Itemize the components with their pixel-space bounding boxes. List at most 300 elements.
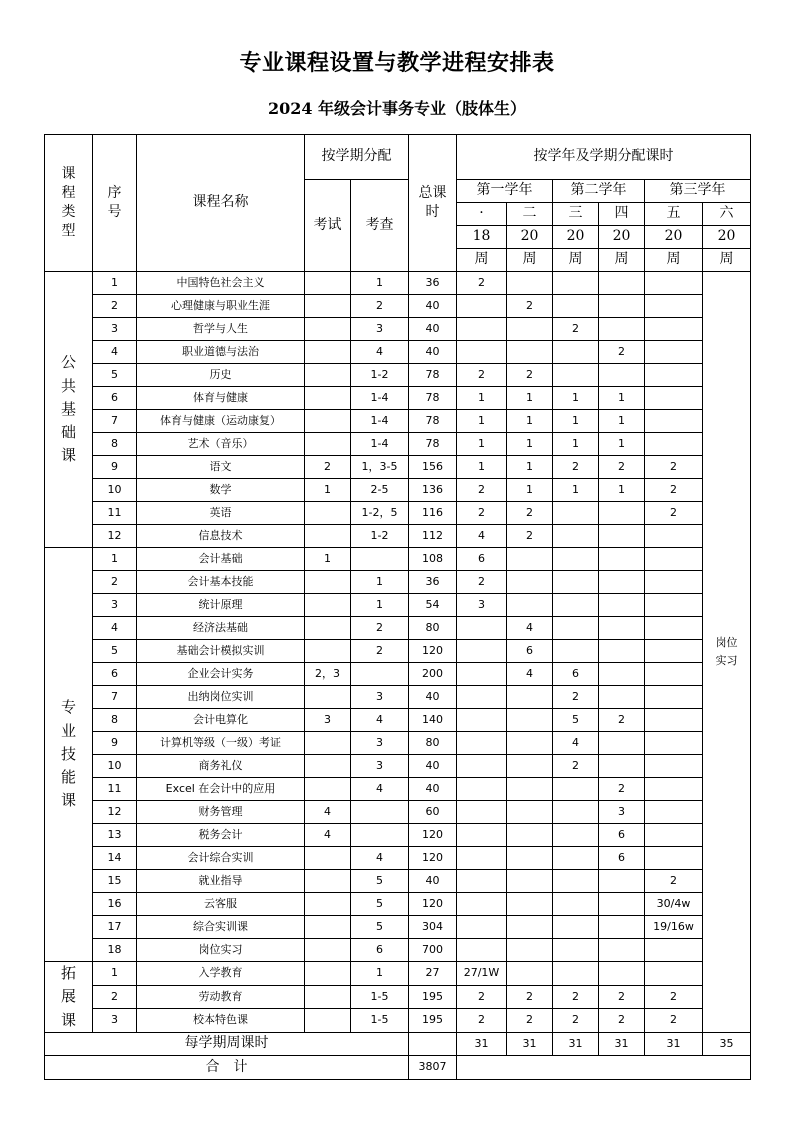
course-name: 体育与健康（运动康复） bbox=[137, 410, 305, 433]
course-name: 信息技术 bbox=[137, 525, 305, 548]
course-exam bbox=[305, 732, 351, 755]
course-seq: 13 bbox=[93, 824, 137, 847]
course-exam bbox=[305, 893, 351, 916]
course-term-5 bbox=[645, 847, 703, 870]
course-exam bbox=[305, 571, 351, 594]
course-term-4: 1 bbox=[599, 387, 645, 410]
course-hours: 40 bbox=[409, 686, 457, 709]
course-term-3: 2 bbox=[553, 318, 599, 341]
course-term-4 bbox=[599, 870, 645, 893]
course-hours: 40 bbox=[409, 778, 457, 801]
course-term-4: 2 bbox=[599, 1009, 645, 1033]
table-row bbox=[45, 272, 751, 295]
weekly-hours-term-4: 31 bbox=[599, 1032, 645, 1055]
course-hours: 80 bbox=[409, 617, 457, 640]
course-hours: 120 bbox=[409, 847, 457, 870]
course-term-5 bbox=[645, 709, 703, 732]
course-name: 会计基础 bbox=[137, 548, 305, 571]
table-row bbox=[45, 456, 751, 479]
course-term-5 bbox=[645, 939, 703, 962]
course-term-3: 6 bbox=[553, 663, 599, 686]
course-term-1: 1 bbox=[457, 410, 507, 433]
course-name: 艺术（音乐） bbox=[137, 433, 305, 456]
course-term-4 bbox=[599, 272, 645, 295]
course-hours: 36 bbox=[409, 571, 457, 594]
course-term-3 bbox=[553, 502, 599, 525]
table-row bbox=[45, 548, 751, 571]
total-hours-value: 3807 bbox=[409, 1055, 457, 1079]
course-check: 5 bbox=[351, 870, 409, 893]
course-check: 4 bbox=[351, 847, 409, 870]
course-term-2 bbox=[507, 686, 553, 709]
header-week-unit-1: 周 bbox=[457, 249, 507, 272]
course-seq: 7 bbox=[93, 686, 137, 709]
course-term-4 bbox=[599, 939, 645, 962]
course-term-2 bbox=[507, 318, 553, 341]
course-hours: 40 bbox=[409, 318, 457, 341]
course-term-5 bbox=[645, 824, 703, 847]
course-term-5: 2 bbox=[645, 870, 703, 893]
course-check: 1 bbox=[351, 962, 409, 986]
course-check: 1-4 bbox=[351, 387, 409, 410]
course-term-5 bbox=[645, 663, 703, 686]
header-by-term: 按学期分配 bbox=[305, 135, 409, 180]
header-seq: 序号 bbox=[93, 135, 137, 272]
course-term-1 bbox=[457, 640, 507, 663]
header-term-1: · bbox=[457, 203, 507, 226]
course-exam: 3 bbox=[305, 709, 351, 732]
course-exam bbox=[305, 847, 351, 870]
table-row bbox=[45, 525, 751, 548]
course-term-5: 2 bbox=[645, 456, 703, 479]
course-exam: 2 bbox=[305, 456, 351, 479]
course-term-1 bbox=[457, 778, 507, 801]
course-term-1 bbox=[457, 663, 507, 686]
course-hours: 112 bbox=[409, 525, 457, 548]
course-name: 云客服 bbox=[137, 893, 305, 916]
course-exam bbox=[305, 318, 351, 341]
course-exam bbox=[305, 364, 351, 387]
course-term-5 bbox=[645, 364, 703, 387]
table-row bbox=[45, 939, 751, 962]
course-term-2: 2 bbox=[507, 502, 553, 525]
table-row bbox=[45, 916, 751, 939]
course-term-1: 2 bbox=[457, 985, 507, 1009]
course-exam bbox=[305, 295, 351, 318]
course-exam bbox=[305, 778, 351, 801]
course-name: 商务礼仪 bbox=[137, 755, 305, 778]
course-term-3 bbox=[553, 893, 599, 916]
course-name: 校本特色课 bbox=[137, 1009, 305, 1033]
course-term-3: 1 bbox=[553, 433, 599, 456]
table-row bbox=[45, 341, 751, 364]
course-term-5 bbox=[645, 640, 703, 663]
course-term-4: 1 bbox=[599, 410, 645, 433]
course-term-4 bbox=[599, 548, 645, 571]
course-seq: 3 bbox=[93, 1009, 137, 1033]
course-name: 会计电算化 bbox=[137, 709, 305, 732]
course-name: 语文 bbox=[137, 456, 305, 479]
course-name: 财务管理 bbox=[137, 801, 305, 824]
course-name: 计算机等级（一级）考证 bbox=[137, 732, 305, 755]
course-term-2: 6 bbox=[507, 640, 553, 663]
header-weeks-1: 18 bbox=[457, 226, 507, 249]
header-course-name: 课程名称 bbox=[137, 135, 305, 272]
course-check: 1 bbox=[351, 594, 409, 617]
course-term-4: 2 bbox=[599, 778, 645, 801]
course-term-1 bbox=[457, 686, 507, 709]
course-term-5 bbox=[645, 387, 703, 410]
course-seq: 7 bbox=[93, 410, 137, 433]
table-row bbox=[45, 663, 751, 686]
header-exam: 考试 bbox=[305, 180, 351, 272]
course-term-1: 2 bbox=[457, 571, 507, 594]
course-term-5 bbox=[645, 962, 703, 986]
course-term-2: 1 bbox=[507, 479, 553, 502]
course-exam bbox=[305, 594, 351, 617]
total-empty bbox=[457, 1055, 751, 1079]
course-hours: 108 bbox=[409, 548, 457, 571]
header-week-unit-3: 周 bbox=[553, 249, 599, 272]
course-hours: 78 bbox=[409, 364, 457, 387]
course-term-2: 4 bbox=[507, 617, 553, 640]
table-row bbox=[45, 594, 751, 617]
table-row bbox=[45, 778, 751, 801]
course-exam bbox=[305, 525, 351, 548]
page-title: 专业课程设置与教学进程安排表 bbox=[239, 50, 555, 76]
course-term-1 bbox=[457, 617, 507, 640]
course-check: 2 bbox=[351, 295, 409, 318]
course-term-4 bbox=[599, 502, 645, 525]
course-name: 历史 bbox=[137, 364, 305, 387]
header-term-2: 二 bbox=[507, 203, 553, 226]
course-term-3: 2 bbox=[553, 456, 599, 479]
course-check: 1-2 bbox=[351, 525, 409, 548]
course-exam bbox=[305, 1009, 351, 1033]
course-exam bbox=[305, 341, 351, 364]
course-term-2: 2 bbox=[507, 525, 553, 548]
course-term-2 bbox=[507, 548, 553, 571]
course-term-5 bbox=[645, 410, 703, 433]
course-term-3 bbox=[553, 295, 599, 318]
course-hours: 195 bbox=[409, 1009, 457, 1033]
course-exam bbox=[305, 387, 351, 410]
course-name: 岗位实习 bbox=[137, 939, 305, 962]
course-term-3: 1 bbox=[553, 479, 599, 502]
course-check: 4 bbox=[351, 341, 409, 364]
course-exam: 4 bbox=[305, 801, 351, 824]
header-weeks-2: 20 bbox=[507, 226, 553, 249]
course-term-2 bbox=[507, 962, 553, 986]
course-term-1: 2 bbox=[457, 364, 507, 387]
course-hours: 195 bbox=[409, 985, 457, 1009]
course-hours: 40 bbox=[409, 295, 457, 318]
course-term-3 bbox=[553, 525, 599, 548]
course-term-5 bbox=[645, 778, 703, 801]
course-term-4 bbox=[599, 571, 645, 594]
course-check: 3 bbox=[351, 732, 409, 755]
course-seq: 12 bbox=[93, 525, 137, 548]
table-row bbox=[45, 364, 751, 387]
table-row bbox=[45, 732, 751, 755]
course-term-5 bbox=[645, 755, 703, 778]
course-seq: 11 bbox=[93, 502, 137, 525]
course-term-1 bbox=[457, 824, 507, 847]
course-check: 3 bbox=[351, 686, 409, 709]
course-hours: 40 bbox=[409, 870, 457, 893]
course-exam bbox=[305, 617, 351, 640]
course-term-4 bbox=[599, 893, 645, 916]
course-hours: 120 bbox=[409, 824, 457, 847]
course-term-3 bbox=[553, 594, 599, 617]
header-course-type: 课程类型 bbox=[45, 135, 93, 272]
course-check: 1 bbox=[351, 571, 409, 594]
course-term-4: 1 bbox=[599, 479, 645, 502]
course-term-5: 2 bbox=[645, 985, 703, 1009]
course-term-3 bbox=[553, 824, 599, 847]
course-name: 会计综合实训 bbox=[137, 847, 305, 870]
course-term-4 bbox=[599, 364, 645, 387]
table-row bbox=[45, 985, 751, 1009]
course-term-2 bbox=[507, 870, 553, 893]
course-term-5 bbox=[645, 617, 703, 640]
course-term-1 bbox=[457, 939, 507, 962]
course-term-1: 3 bbox=[457, 594, 507, 617]
header-year-2: 第二学年 bbox=[553, 180, 645, 203]
course-term-2 bbox=[507, 732, 553, 755]
course-term-5 bbox=[645, 341, 703, 364]
course-term-4 bbox=[599, 663, 645, 686]
course-term-2 bbox=[507, 755, 553, 778]
course-term-3 bbox=[553, 341, 599, 364]
course-term-1 bbox=[457, 916, 507, 939]
course-seq: 15 bbox=[93, 870, 137, 893]
header-weeks-3: 20 bbox=[553, 226, 599, 249]
page-subtitle: 2024 年级会计事务专业（肢体生） bbox=[267, 99, 527, 118]
course-seq: 5 bbox=[93, 364, 137, 387]
course-seq: 16 bbox=[93, 893, 137, 916]
course-exam bbox=[305, 502, 351, 525]
course-term-3 bbox=[553, 548, 599, 571]
course-term-1 bbox=[457, 295, 507, 318]
course-term-2: 1 bbox=[507, 387, 553, 410]
course-term-1: 4 bbox=[457, 525, 507, 548]
course-seq: 14 bbox=[93, 847, 137, 870]
category-2: 专业技能课 bbox=[45, 548, 93, 962]
course-term-3: 1 bbox=[553, 410, 599, 433]
header-week-unit-6: 周 bbox=[703, 249, 751, 272]
course-hours: 120 bbox=[409, 893, 457, 916]
course-term-5 bbox=[645, 548, 703, 571]
course-term-1 bbox=[457, 341, 507, 364]
course-term-5 bbox=[645, 272, 703, 295]
course-term-1: 1 bbox=[457, 387, 507, 410]
table-row bbox=[45, 410, 751, 433]
course-exam bbox=[305, 870, 351, 893]
table-row bbox=[45, 640, 751, 663]
course-name: 税务会计 bbox=[137, 824, 305, 847]
course-check: 6 bbox=[351, 939, 409, 962]
curriculum-table bbox=[44, 134, 751, 1080]
course-term-3: 5 bbox=[553, 709, 599, 732]
course-term-4 bbox=[599, 318, 645, 341]
table-row bbox=[45, 824, 751, 847]
course-term-3 bbox=[553, 778, 599, 801]
course-term-1: 2 bbox=[457, 1009, 507, 1033]
category-1: 公共基础课 bbox=[45, 272, 93, 548]
course-hours: 60 bbox=[409, 801, 457, 824]
course-name: 英语 bbox=[137, 502, 305, 525]
course-term-2: 2 bbox=[507, 1009, 553, 1033]
course-term-1 bbox=[457, 801, 507, 824]
course-check: 1-4 bbox=[351, 410, 409, 433]
course-term-5 bbox=[645, 318, 703, 341]
table-row bbox=[45, 893, 751, 916]
course-name: 心理健康与职业生涯 bbox=[137, 295, 305, 318]
course-hours: 36 bbox=[409, 272, 457, 295]
course-check: 2-5 bbox=[351, 479, 409, 502]
table-row bbox=[45, 617, 751, 640]
course-term-4 bbox=[599, 640, 645, 663]
header-weeks-6: 20 bbox=[703, 226, 751, 249]
header-term-5: 五 bbox=[645, 203, 703, 226]
course-term-5: 19/16w bbox=[645, 916, 703, 939]
table-row bbox=[45, 709, 751, 732]
course-term-2 bbox=[507, 893, 553, 916]
table-row bbox=[45, 479, 751, 502]
course-term-3 bbox=[553, 617, 599, 640]
weekly-hours-term-3: 31 bbox=[553, 1032, 599, 1055]
course-term-2 bbox=[507, 801, 553, 824]
course-term-1: 1 bbox=[457, 433, 507, 456]
course-term-4: 6 bbox=[599, 824, 645, 847]
course-term-4 bbox=[599, 755, 645, 778]
course-seq: 3 bbox=[93, 594, 137, 617]
course-term-3 bbox=[553, 571, 599, 594]
course-term-4: 1 bbox=[599, 433, 645, 456]
course-name: 企业会计实务 bbox=[137, 663, 305, 686]
course-exam bbox=[305, 410, 351, 433]
course-seq: 11 bbox=[93, 778, 137, 801]
table-row bbox=[45, 502, 751, 525]
course-term-2 bbox=[507, 847, 553, 870]
course-term-1: 2 bbox=[457, 502, 507, 525]
header-check: 考查 bbox=[351, 180, 409, 272]
course-seq: 4 bbox=[93, 341, 137, 364]
course-hours: 40 bbox=[409, 341, 457, 364]
course-term-3: 2 bbox=[553, 686, 599, 709]
course-seq: 3 bbox=[93, 318, 137, 341]
course-check: 5 bbox=[351, 916, 409, 939]
course-check bbox=[351, 801, 409, 824]
course-seq: 1 bbox=[93, 272, 137, 295]
course-term-2 bbox=[507, 824, 553, 847]
course-term-3: 4 bbox=[553, 732, 599, 755]
course-exam bbox=[305, 272, 351, 295]
header-term-3: 三 bbox=[553, 203, 599, 226]
weekly-hours-term-5: 31 bbox=[645, 1032, 703, 1055]
course-term-3 bbox=[553, 847, 599, 870]
course-term-3 bbox=[553, 364, 599, 387]
course-name: 劳动教育 bbox=[137, 985, 305, 1009]
course-exam: 1 bbox=[305, 548, 351, 571]
course-term-4: 6 bbox=[599, 847, 645, 870]
table-row bbox=[45, 847, 751, 870]
course-term-5 bbox=[645, 732, 703, 755]
course-seq: 10 bbox=[93, 755, 137, 778]
course-term-2: 1 bbox=[507, 433, 553, 456]
course-check: 3 bbox=[351, 755, 409, 778]
table-row bbox=[45, 295, 751, 318]
course-term-1: 1 bbox=[457, 456, 507, 479]
course-term-1: 2 bbox=[457, 479, 507, 502]
course-check: 1，3-5 bbox=[351, 456, 409, 479]
course-check: 4 bbox=[351, 709, 409, 732]
course-term-1 bbox=[457, 318, 507, 341]
course-term-5 bbox=[645, 571, 703, 594]
course-term-3: 2 bbox=[553, 755, 599, 778]
course-term-2 bbox=[507, 341, 553, 364]
course-hours: 78 bbox=[409, 410, 457, 433]
course-seq: 2 bbox=[93, 571, 137, 594]
course-term-3 bbox=[553, 939, 599, 962]
table-row bbox=[45, 387, 751, 410]
course-term-4: 3 bbox=[599, 801, 645, 824]
course-term-5 bbox=[645, 433, 703, 456]
table-row bbox=[45, 433, 751, 456]
course-hours: 78 bbox=[409, 433, 457, 456]
table-row bbox=[45, 962, 751, 986]
course-term-2: 4 bbox=[507, 663, 553, 686]
course-term-2 bbox=[507, 571, 553, 594]
course-hours: 120 bbox=[409, 640, 457, 663]
course-seq: 5 bbox=[93, 640, 137, 663]
course-exam bbox=[305, 433, 351, 456]
course-name: 数学 bbox=[137, 479, 305, 502]
course-term-5 bbox=[645, 525, 703, 548]
course-term-3 bbox=[553, 801, 599, 824]
course-name: 经济法基础 bbox=[137, 617, 305, 640]
course-term-3: 1 bbox=[553, 387, 599, 410]
course-name: 出纳岗位实训 bbox=[137, 686, 305, 709]
course-exam bbox=[305, 939, 351, 962]
course-hours: 27 bbox=[409, 962, 457, 986]
course-term-2: 2 bbox=[507, 295, 553, 318]
course-term-4: 2 bbox=[599, 985, 645, 1009]
category-3: 拓展课 bbox=[45, 962, 93, 1033]
course-check: 1-5 bbox=[351, 1009, 409, 1033]
course-name: 会计基本技能 bbox=[137, 571, 305, 594]
course-check: 1-5 bbox=[351, 985, 409, 1009]
course-check bbox=[351, 824, 409, 847]
course-term-2 bbox=[507, 939, 553, 962]
course-seq: 6 bbox=[93, 663, 137, 686]
course-term-5 bbox=[645, 686, 703, 709]
course-term-2 bbox=[507, 594, 553, 617]
course-seq: 1 bbox=[93, 548, 137, 571]
course-term-3 bbox=[553, 962, 599, 986]
course-term-4 bbox=[599, 617, 645, 640]
header-week-unit-2: 周 bbox=[507, 249, 553, 272]
course-seq: 12 bbox=[93, 801, 137, 824]
course-term-1 bbox=[457, 709, 507, 732]
course-check: 1-2，5 bbox=[351, 502, 409, 525]
course-seq: 4 bbox=[93, 617, 137, 640]
course-term-3 bbox=[553, 640, 599, 663]
header-term-4: 四 bbox=[599, 203, 645, 226]
weekly-hours-term-2: 31 bbox=[507, 1032, 553, 1055]
course-term-3: 2 bbox=[553, 1009, 599, 1033]
